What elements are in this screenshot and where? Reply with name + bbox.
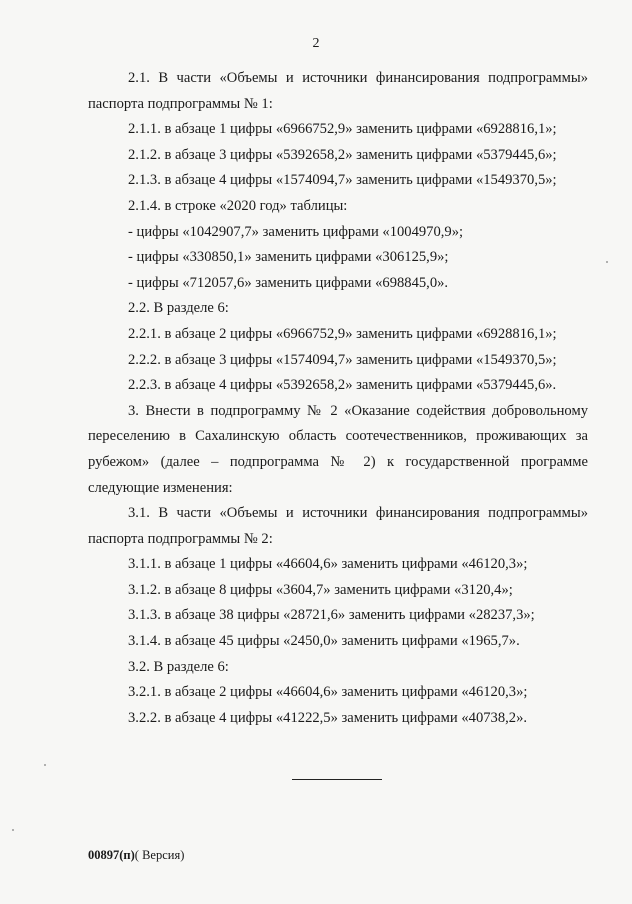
paragraph: - цифры «330850,1» заменить цифрами «306125,9»; bbox=[128, 249, 449, 266]
paragraph: 2.2. В разделе 6: bbox=[128, 300, 229, 317]
paragraph: 2.2.3. в абзаце 4 цифры «5392658,2» заменить цифрами «5379445,6». bbox=[128, 377, 557, 394]
document-body bbox=[88, 66, 588, 731]
paragraph: 3.2.1. в абзаце 2 цифры «46604,6» заменить цифрами «46120,3»; bbox=[128, 684, 528, 701]
paragraph: 2.2.1. в абзаце 2 цифры «6966752,9» заменить цифрами «6928816,1»; bbox=[128, 325, 557, 342]
paragraph: 3.1.4. в абзаце 45 цифры «2450,0» заменить цифрами «1965,7». bbox=[128, 633, 520, 650]
paragraph: - цифры «1042907,7» заменить цифрами «1004970,9»; bbox=[128, 223, 464, 240]
paragraph: 3.1.2. в абзаце 8 цифры «3604,7» заменить цифрами «3120,4»; bbox=[128, 581, 513, 598]
paragraph: 3.1. В части «Объемы и источники финансирования подпрограммы» паспорта подпрограммы № 2: bbox=[88, 505, 588, 547]
paragraph: 2.2.2. в абзаце 3 цифры «1574094,7» заменить цифрами «1549370,5»; bbox=[128, 351, 557, 368]
scan-speck bbox=[44, 764, 46, 766]
footer bbox=[88, 848, 184, 863]
paragraph: 3.1.1. в абзаце 1 цифры «46604,6» заменить цифрами «46120,3»; bbox=[128, 556, 528, 573]
paragraph: 3.2.2. в абзаце 4 цифры «41222,5» заменить цифрами «40738,2». bbox=[128, 709, 528, 726]
paragraph: 2.1.3. в абзаце 4 цифры «1574094,7» заменить цифрами «1549370,5»; bbox=[128, 172, 557, 189]
paragraph: 2.1.4. в строке «2020 год» таблицы: bbox=[128, 197, 348, 214]
closing-rule bbox=[292, 779, 382, 780]
scan-speck bbox=[12, 829, 14, 831]
paragraph: 3. Внести в подпрограмму № 2 «Оказание содействия добровольному переселению в Сахалинскую область соотечественников, проживающих за рубежом» (далее – подпрограмма № 2) к государственной программе следующие изменения: bbox=[88, 402, 588, 496]
paragraph: 2.1. В части «Объемы и источники финансирования подпрограммы» паспорта подпрограммы № 1: bbox=[88, 70, 588, 112]
paragraph: 3.1.3. в абзаце 38 цифры «28721,6» заменить цифрами «28237,3»; bbox=[128, 607, 535, 624]
page-number: 2 bbox=[312, 36, 320, 51]
document-code: 00897(п) bbox=[88, 848, 135, 862]
document-version: ( Версия) bbox=[134, 848, 185, 862]
paragraph: 2.1.1. в абзаце 1 цифры «6966752,9» заменить цифрами «6928816,1»; bbox=[128, 121, 557, 138]
scan-speck bbox=[606, 261, 608, 263]
paragraph: 2.1.2. в абзаце 3 цифры «5392658,2» заменить цифрами «5379445,6»; bbox=[128, 146, 557, 163]
paragraph: 3.2. В разделе 6: bbox=[128, 658, 229, 675]
paragraph: - цифры «712057,6» заменить цифрами «698845,0». bbox=[128, 274, 449, 291]
